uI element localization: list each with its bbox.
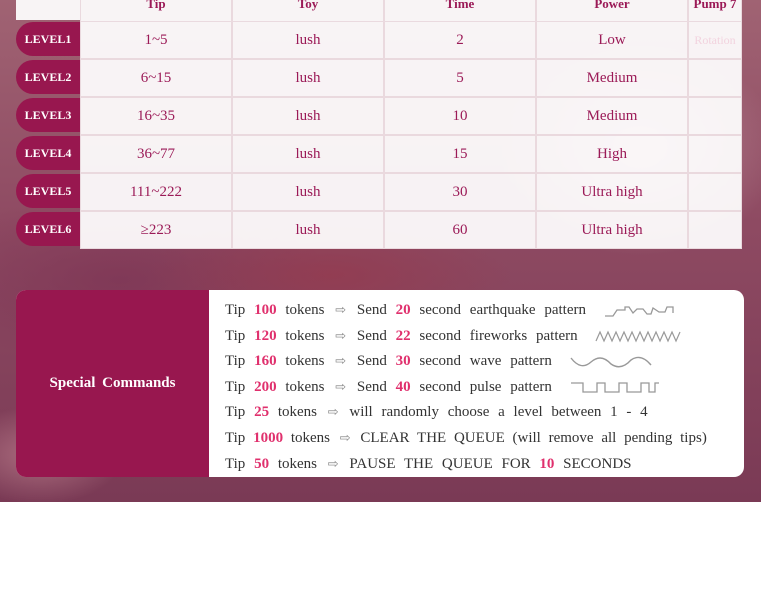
arrow-right-icon: ⇨ — [335, 302, 347, 317]
cell-power: Medium — [536, 59, 688, 97]
cell-time: 2 — [384, 21, 536, 59]
header-time: Time — [384, 0, 536, 22]
token-amount: 50 — [254, 455, 270, 472]
arrow-right-icon: ⇨ — [335, 378, 347, 394]
fireworks-pattern-icon — [594, 329, 682, 343]
cell-extra — [688, 173, 742, 211]
cell-extra — [688, 211, 742, 249]
tokens-word: tokens — [277, 455, 317, 472]
tokens-word: tokens — [285, 302, 325, 318]
level-badge: LEVEL5 — [16, 174, 80, 208]
cell-time: 60 — [384, 211, 536, 249]
cell-tip: ≥223 — [80, 211, 232, 249]
command-line — [225, 323, 707, 349]
seconds-amount: 10 — [539, 455, 555, 472]
commands-list — [225, 297, 707, 476]
pattern-text: second fireworks pattern — [419, 327, 578, 344]
command-line — [225, 425, 707, 451]
header-pump: Pump 7 — [688, 0, 742, 22]
tip-word: Tip — [225, 327, 246, 344]
tokens-word: tokens — [285, 327, 325, 344]
token-amount: 200 — [254, 378, 277, 395]
cell-toy: lush — [232, 21, 384, 59]
pattern-text: second pulse pattern — [419, 378, 552, 395]
action-text: PAUSE THE QUEUE FOR — [349, 455, 531, 472]
cell-tip: 1~5 — [80, 21, 232, 59]
cell-time: 15 — [384, 135, 536, 173]
token-amount: 120 — [254, 327, 277, 344]
level-badge: LEVEL1 — [16, 22, 80, 56]
command-line — [225, 297, 707, 323]
seconds-amount: 40 — [395, 378, 411, 395]
action-text: Send — [356, 327, 387, 344]
tip-word: Tip — [225, 404, 246, 421]
pattern-text: second wave pattern — [419, 353, 552, 370]
cell-time: 5 — [384, 59, 536, 97]
cell-time: 10 — [384, 97, 536, 135]
token-amount: 100 — [254, 302, 277, 318]
level-badge: LEVEL6 — [16, 212, 80, 246]
header-spacer — [16, 0, 80, 20]
cell-tip: 6~15 — [80, 59, 232, 97]
command-line — [225, 399, 707, 425]
header-power: Power — [536, 0, 688, 22]
command-line — [225, 374, 707, 400]
special-commands-title: Special Commands — [16, 290, 209, 477]
action-text: Send — [356, 302, 387, 318]
tokens-word: tokens — [285, 353, 325, 370]
arrow-right-icon: ⇨ — [335, 327, 347, 343]
level-badge: LEVEL4 — [16, 136, 80, 170]
cell-power: Low — [536, 21, 688, 59]
cell-toy: lush — [232, 97, 384, 135]
action-text: Send — [356, 378, 387, 395]
command-line — [225, 451, 707, 477]
cell-tip: 16~35 — [80, 97, 232, 135]
arrow-right-icon: ⇨ — [339, 429, 351, 445]
seconds-amount: 30 — [395, 353, 411, 370]
earthquake-pattern-icon — [603, 304, 675, 318]
action-text: CLEAR THE QUEUE (will remove all pending tips) — [360, 429, 707, 446]
cell-extra — [688, 97, 742, 135]
tokens-word: tokens — [285, 378, 325, 395]
token-amount: 160 — [254, 353, 277, 370]
cell-power: Ultra high — [536, 173, 688, 211]
pulse-pattern-icon — [569, 380, 661, 394]
tip-word: Tip — [225, 455, 246, 472]
tokens-word: tokens — [277, 404, 317, 421]
cell-extra — [688, 135, 742, 173]
cell-toy: lush — [232, 59, 384, 97]
post-text: SECONDS — [563, 455, 632, 472]
tip-word: Tip — [225, 429, 246, 446]
seconds-amount: 20 — [395, 302, 411, 318]
tip-word: Tip — [225, 353, 246, 370]
tip-word: Tip — [225, 302, 246, 318]
wave-pattern-icon — [569, 355, 653, 369]
token-amount: 25 — [254, 404, 270, 421]
action-text: will randomly choose a level between 1 - 4 — [349, 404, 648, 421]
tokens-word: tokens — [290, 429, 330, 446]
arrow-right-icon: ⇨ — [327, 404, 339, 420]
cell-toy: lush — [232, 211, 384, 249]
arrow-right-icon: ⇨ — [327, 455, 339, 471]
special-commands-box — [16, 290, 744, 477]
cell-toy: lush — [232, 173, 384, 211]
level-badge: LEVEL3 — [16, 98, 80, 132]
cell-extra: Rotation — [688, 21, 742, 59]
header-tip: Tip — [80, 0, 232, 22]
cell-toy: lush — [232, 135, 384, 173]
level-badge: LEVEL2 — [16, 60, 80, 94]
arrow-right-icon: ⇨ — [335, 353, 347, 369]
cell-extra — [688, 59, 742, 97]
token-amount: 1000 — [253, 429, 284, 446]
tip-word: Tip — [225, 378, 246, 395]
cell-tip: 36~77 — [80, 135, 232, 173]
action-text: Send — [356, 353, 387, 370]
header-toy: Toy — [232, 0, 384, 22]
pattern-text: second earthquake pattern — [419, 302, 586, 318]
cell-tip: 111~222 — [80, 173, 232, 211]
cell-time: 30 — [384, 173, 536, 211]
seconds-amount: 22 — [395, 327, 411, 344]
cell-power: Ultra high — [536, 211, 688, 249]
cell-power: Medium — [536, 97, 688, 135]
command-line — [225, 348, 707, 374]
cell-power: High — [536, 135, 688, 173]
